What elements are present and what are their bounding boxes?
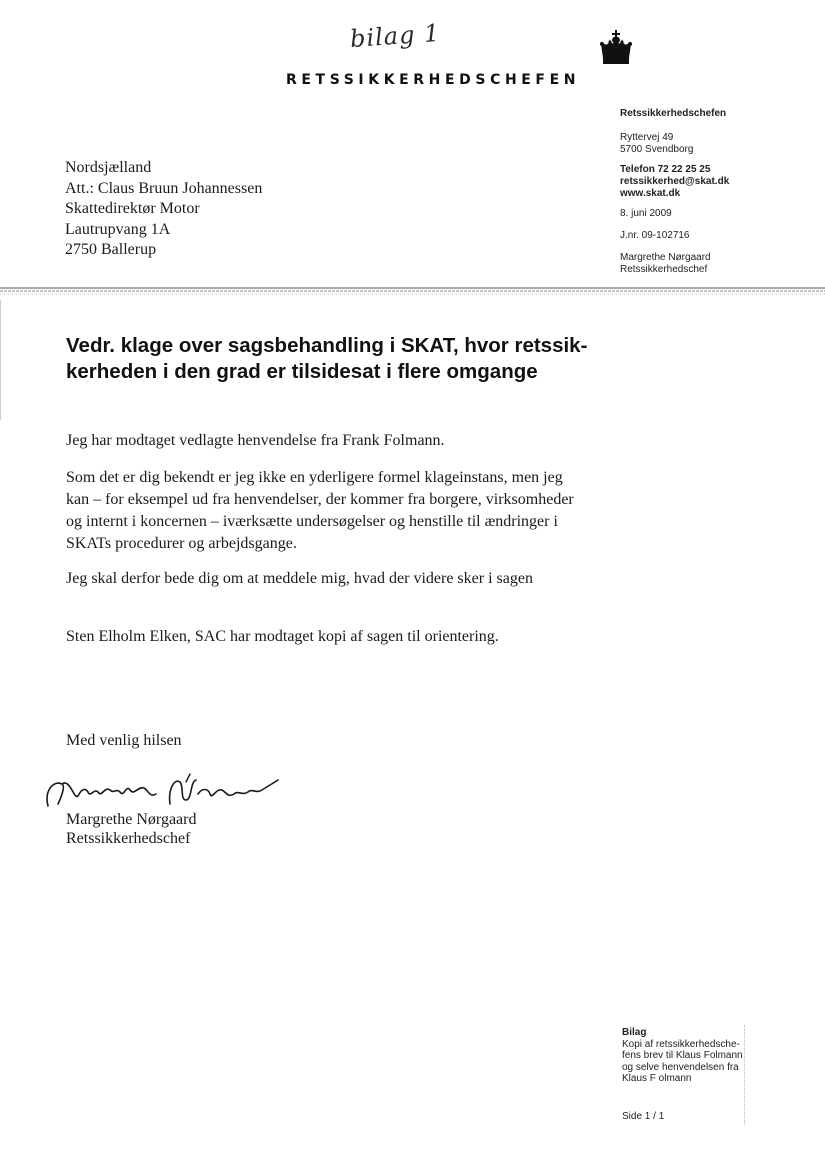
body-paragraph: Sten Elholm Elken, SAC har modtaget kopi af sagen til orientering. (66, 628, 499, 645)
enclosure-line: og selve henvendelsen fra (622, 1061, 739, 1073)
sender-web: www.skat.dk (620, 188, 681, 199)
scan-edge-mark (0, 300, 3, 420)
enclosure-note (622, 1027, 743, 1085)
masthead-title: RETSSIKKERHEDSCHEFEN (286, 72, 581, 88)
sender-block (620, 108, 820, 276)
signatory-name: Margrethe Nørgaard (66, 811, 197, 828)
recipient-address (65, 158, 262, 261)
recipient-line: Lautrupvang 1A (65, 220, 171, 238)
enclosure-heading: Bilag (622, 1027, 647, 1038)
sender-phone: Telefon 72 22 25 25 (620, 164, 711, 175)
crown-logo-icon (596, 28, 636, 68)
page-number: Side 1 / 1 (622, 1111, 665, 1122)
recipient-line: Att.: Claus Bruun Johannessen (65, 179, 263, 197)
sender-name: Retssikkerhedschefen (620, 108, 727, 119)
sender-street: Ryttervej 49 (620, 132, 674, 143)
recipient-line: 2750 Ballerup (65, 241, 157, 258)
closing-greeting: Med venlig hilsen (66, 732, 182, 749)
letter-subject: Vedr. klage over sagsbehandling i SKAT, hvor retssik-kerheden i den grad er tilsidesat i flere omgange (66, 334, 588, 383)
scan-edge-mark (744, 1025, 747, 1125)
sender-email: retssikkerhed@skat.dk (620, 176, 730, 187)
sender-person: Margrethe Nørgaard (620, 252, 711, 263)
sender-person-title: Retssikkerhedschef (620, 264, 708, 275)
recipient-line: Nordsjælland (65, 159, 152, 176)
enclosure-line: Kopi af retssikkerhedsche- (622, 1038, 740, 1050)
recipient-line: Skattedirektør Motor (65, 200, 200, 217)
handwritten-stamp: bilag 1 (349, 18, 442, 54)
sender-city: 5700 Svendborg (620, 144, 694, 155)
body-paragraph: Jeg har modtaget vedlagte henvendelse fra Frank Folmann. (66, 432, 445, 449)
signatory-title: Retssikkerhedschef (66, 830, 191, 847)
body-paragraph: Som det er dig bekendt er jeg ikke en yderligere formel klageinstans, men jeg kan – for eksempel ud fra henvendelser, der kommer fra borgere, virksomheder og internt i koncernen – iværksætte undersøgelser og henstille til ændringer i SKATs procedurer og arbejdsgange. (66, 469, 574, 552)
signatory (66, 810, 196, 848)
header-divider (0, 286, 825, 295)
letter-date: 8. juni 2009 (620, 208, 672, 219)
enclosure-line: Klaus F olmann (622, 1073, 692, 1084)
journal-number: J.nr. 09-102716 (620, 230, 690, 241)
body-paragraph: Jeg skal derfor bede dig om at meddele mig, hvad der videre sker i sagen (66, 570, 533, 587)
enclosure-line: fens brev til Klaus Folmann (622, 1050, 743, 1061)
